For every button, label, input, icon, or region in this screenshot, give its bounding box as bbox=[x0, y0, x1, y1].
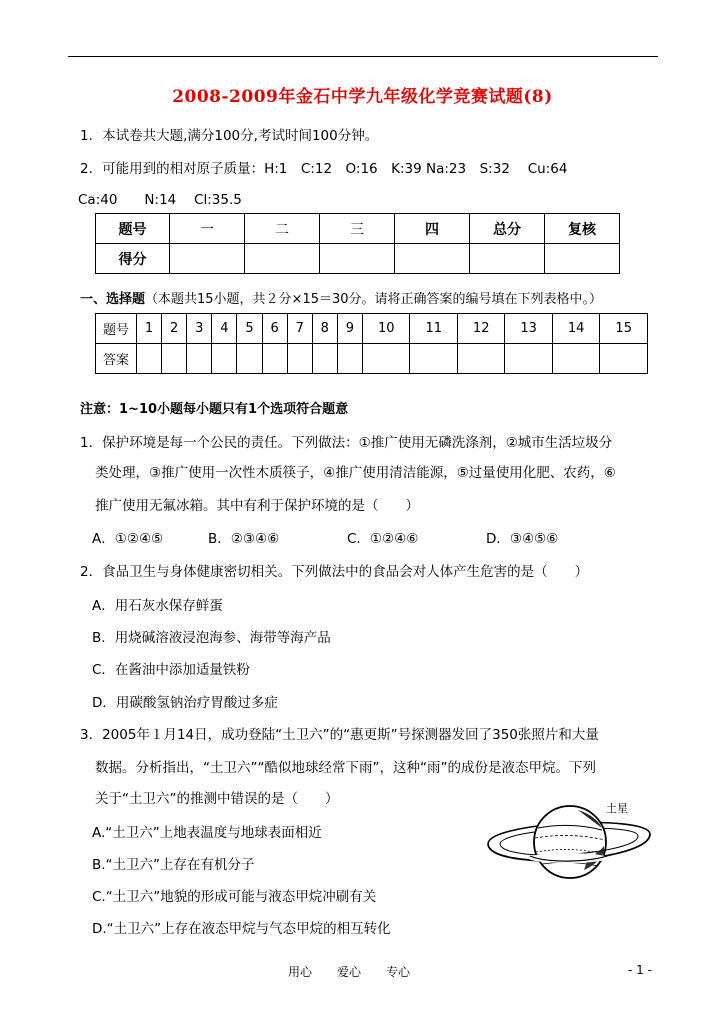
answer-cell[interactable] bbox=[237, 344, 262, 374]
answer-cell[interactable] bbox=[212, 344, 237, 374]
answer-cell[interactable] bbox=[162, 344, 187, 374]
answer-table bbox=[95, 313, 648, 374]
score-cell[interactable] bbox=[169, 244, 244, 274]
answer-cell[interactable] bbox=[137, 344, 162, 374]
footer-word-3: 专心 bbox=[386, 965, 411, 979]
answer-number-cell: 12 bbox=[457, 314, 504, 344]
q2-option-d: D．用碳酸氢钠治疗胃酸过多症 bbox=[92, 695, 278, 711]
score-row-label: 得分 bbox=[96, 244, 170, 274]
answer-row-label: 答案 bbox=[96, 344, 137, 374]
answer-cell[interactable] bbox=[600, 344, 648, 374]
answer-number-cell: 3 bbox=[187, 314, 212, 344]
q3-line-2: 数据。分析指出，“土卫六”“酷似地球经常下雨”，这种“雨”的成份是液态甲烷。下列 bbox=[95, 760, 596, 776]
q3-option-b: B.“土卫六”上存在有机分子 bbox=[92, 857, 255, 873]
score-header-cell: 题号 bbox=[96, 214, 170, 244]
q1-line-3: 推广使用无氟冰箱。其中有利于保护环境的是（ ） bbox=[95, 498, 419, 514]
answer-cell[interactable] bbox=[262, 344, 287, 374]
answer-header-label: 题号 bbox=[96, 314, 137, 344]
instruction-2: 2．可能用到的相对原子质量：H:1 C:12 O:16 K:39 Na:23 S:32 Cu:64 bbox=[80, 161, 568, 177]
score-table-score-row bbox=[96, 244, 620, 274]
answer-number-cell: 8 bbox=[312, 314, 337, 344]
score-header-cell: 二 bbox=[244, 214, 319, 244]
score-table bbox=[95, 213, 620, 274]
q2-option-c: C．在酱油中添加适量铁粉 bbox=[92, 662, 250, 678]
q1-line-1: 1．保护环境是每一个公民的责任。下列做法：①推广使用无磷洗涤剂，②城市生活垃圾分 bbox=[80, 435, 613, 451]
answer-table-answer-row bbox=[96, 344, 648, 374]
score-table-header-row bbox=[96, 214, 620, 244]
instruction-1: 1．本试卷共大题,满分100分,考试时间100分钟。 bbox=[80, 128, 379, 144]
saturn-image bbox=[478, 792, 658, 896]
q2-stem: 2．食品卫生与身体健康密切相关。下列做法中的食品会对人体产生危害的是（ ） bbox=[80, 564, 589, 580]
q3-option-d: D.“土卫六”上存在液态甲烷与气态甲烷的相互转化 bbox=[92, 921, 391, 937]
q2-option-b: B．用烧碱溶液浸泡海参、海带等海产品 bbox=[92, 630, 331, 646]
score-header-cell: 四 bbox=[394, 214, 469, 244]
score-cell[interactable] bbox=[394, 244, 469, 274]
answer-table-header-row bbox=[96, 314, 648, 344]
score-header-cell: 一 bbox=[169, 214, 244, 244]
answer-number-cell: 6 bbox=[262, 314, 287, 344]
answer-number-cell: 2 bbox=[162, 314, 187, 344]
answer-number-cell: 15 bbox=[600, 314, 648, 344]
section-heading-rest: （本题共15小题，共２分×15＝30分。请将正确答案的编号填在下列表格中。） bbox=[145, 292, 603, 307]
q1-option-d: D．③④⑤⑥ bbox=[486, 531, 559, 547]
answer-number-cell: 7 bbox=[287, 314, 312, 344]
score-cell[interactable] bbox=[544, 244, 619, 274]
answer-cell[interactable] bbox=[312, 344, 337, 374]
q3-option-a: A.“土卫六”上地表温度与地球表面相近 bbox=[92, 825, 322, 841]
score-cell[interactable] bbox=[244, 244, 319, 274]
answer-cell[interactable] bbox=[287, 344, 312, 374]
answer-cell[interactable] bbox=[410, 344, 457, 374]
q3-option-c: C.“土卫六”地貌的形成可能与液态甲烷冲刷有关 bbox=[92, 889, 377, 905]
answer-number-cell: 5 bbox=[237, 314, 262, 344]
answer-number-cell: 10 bbox=[362, 314, 409, 344]
q1-option-a: A．①②④⑤ bbox=[92, 531, 164, 547]
answer-cell[interactable] bbox=[552, 344, 599, 374]
q1-option-b: B．②③④⑥ bbox=[208, 531, 280, 547]
q1-line-2: 类处理，③推广使用一次性木质筷子，④推广使用清洁能源，⑤过量使用化肥、农药，⑥ bbox=[95, 465, 616, 481]
header-rule bbox=[68, 56, 658, 57]
answer-cell[interactable] bbox=[362, 344, 409, 374]
section-heading bbox=[80, 288, 602, 307]
answer-cell[interactable] bbox=[337, 344, 362, 374]
saturn-label: 土星 bbox=[606, 802, 628, 815]
answer-number-cell: 13 bbox=[505, 314, 552, 344]
note: 注意：1~10小题每小题只有1个选项符合题意 bbox=[80, 402, 349, 417]
answer-cell[interactable] bbox=[457, 344, 504, 374]
answer-number-cell: 4 bbox=[212, 314, 237, 344]
score-header-cell: 总分 bbox=[469, 214, 544, 244]
answer-number-cell: 1 bbox=[137, 314, 162, 344]
score-cell[interactable] bbox=[319, 244, 394, 274]
answer-number-cell: 9 bbox=[337, 314, 362, 344]
q2-option-a: A．用石灰水保存鲜蛋 bbox=[92, 598, 223, 614]
score-header-cell: 复核 bbox=[544, 214, 619, 244]
answer-number-cell: 14 bbox=[552, 314, 599, 344]
footer-word-1: 用心 bbox=[288, 965, 313, 979]
q3-line-1: 3．2005年１月14日，成功登陆“土卫六”的“惠更斯”号探测器发回了350张照片和大量 bbox=[80, 727, 599, 743]
score-header-cell: 三 bbox=[319, 214, 394, 244]
page-number: - 1 - bbox=[628, 963, 652, 977]
answer-cell[interactable] bbox=[187, 344, 212, 374]
section-heading-bold: 一、选择题 bbox=[80, 292, 146, 307]
q1-option-c: C．①②④⑥ bbox=[347, 531, 419, 547]
page-title: 2008-2009年金石中学九年级化学竞赛试题(8) bbox=[172, 87, 553, 107]
instruction-3: Ca:40 N:14 Cl:35.5 bbox=[78, 192, 242, 208]
saturn-icon bbox=[478, 792, 658, 892]
answer-number-cell: 11 bbox=[410, 314, 457, 344]
q3-line-3: 关于“土卫六”的推测中错误的是（ ） bbox=[95, 791, 339, 807]
answer-cell[interactable] bbox=[505, 344, 552, 374]
footer-word-2: 爱心 bbox=[337, 965, 362, 979]
score-cell[interactable] bbox=[469, 244, 544, 274]
